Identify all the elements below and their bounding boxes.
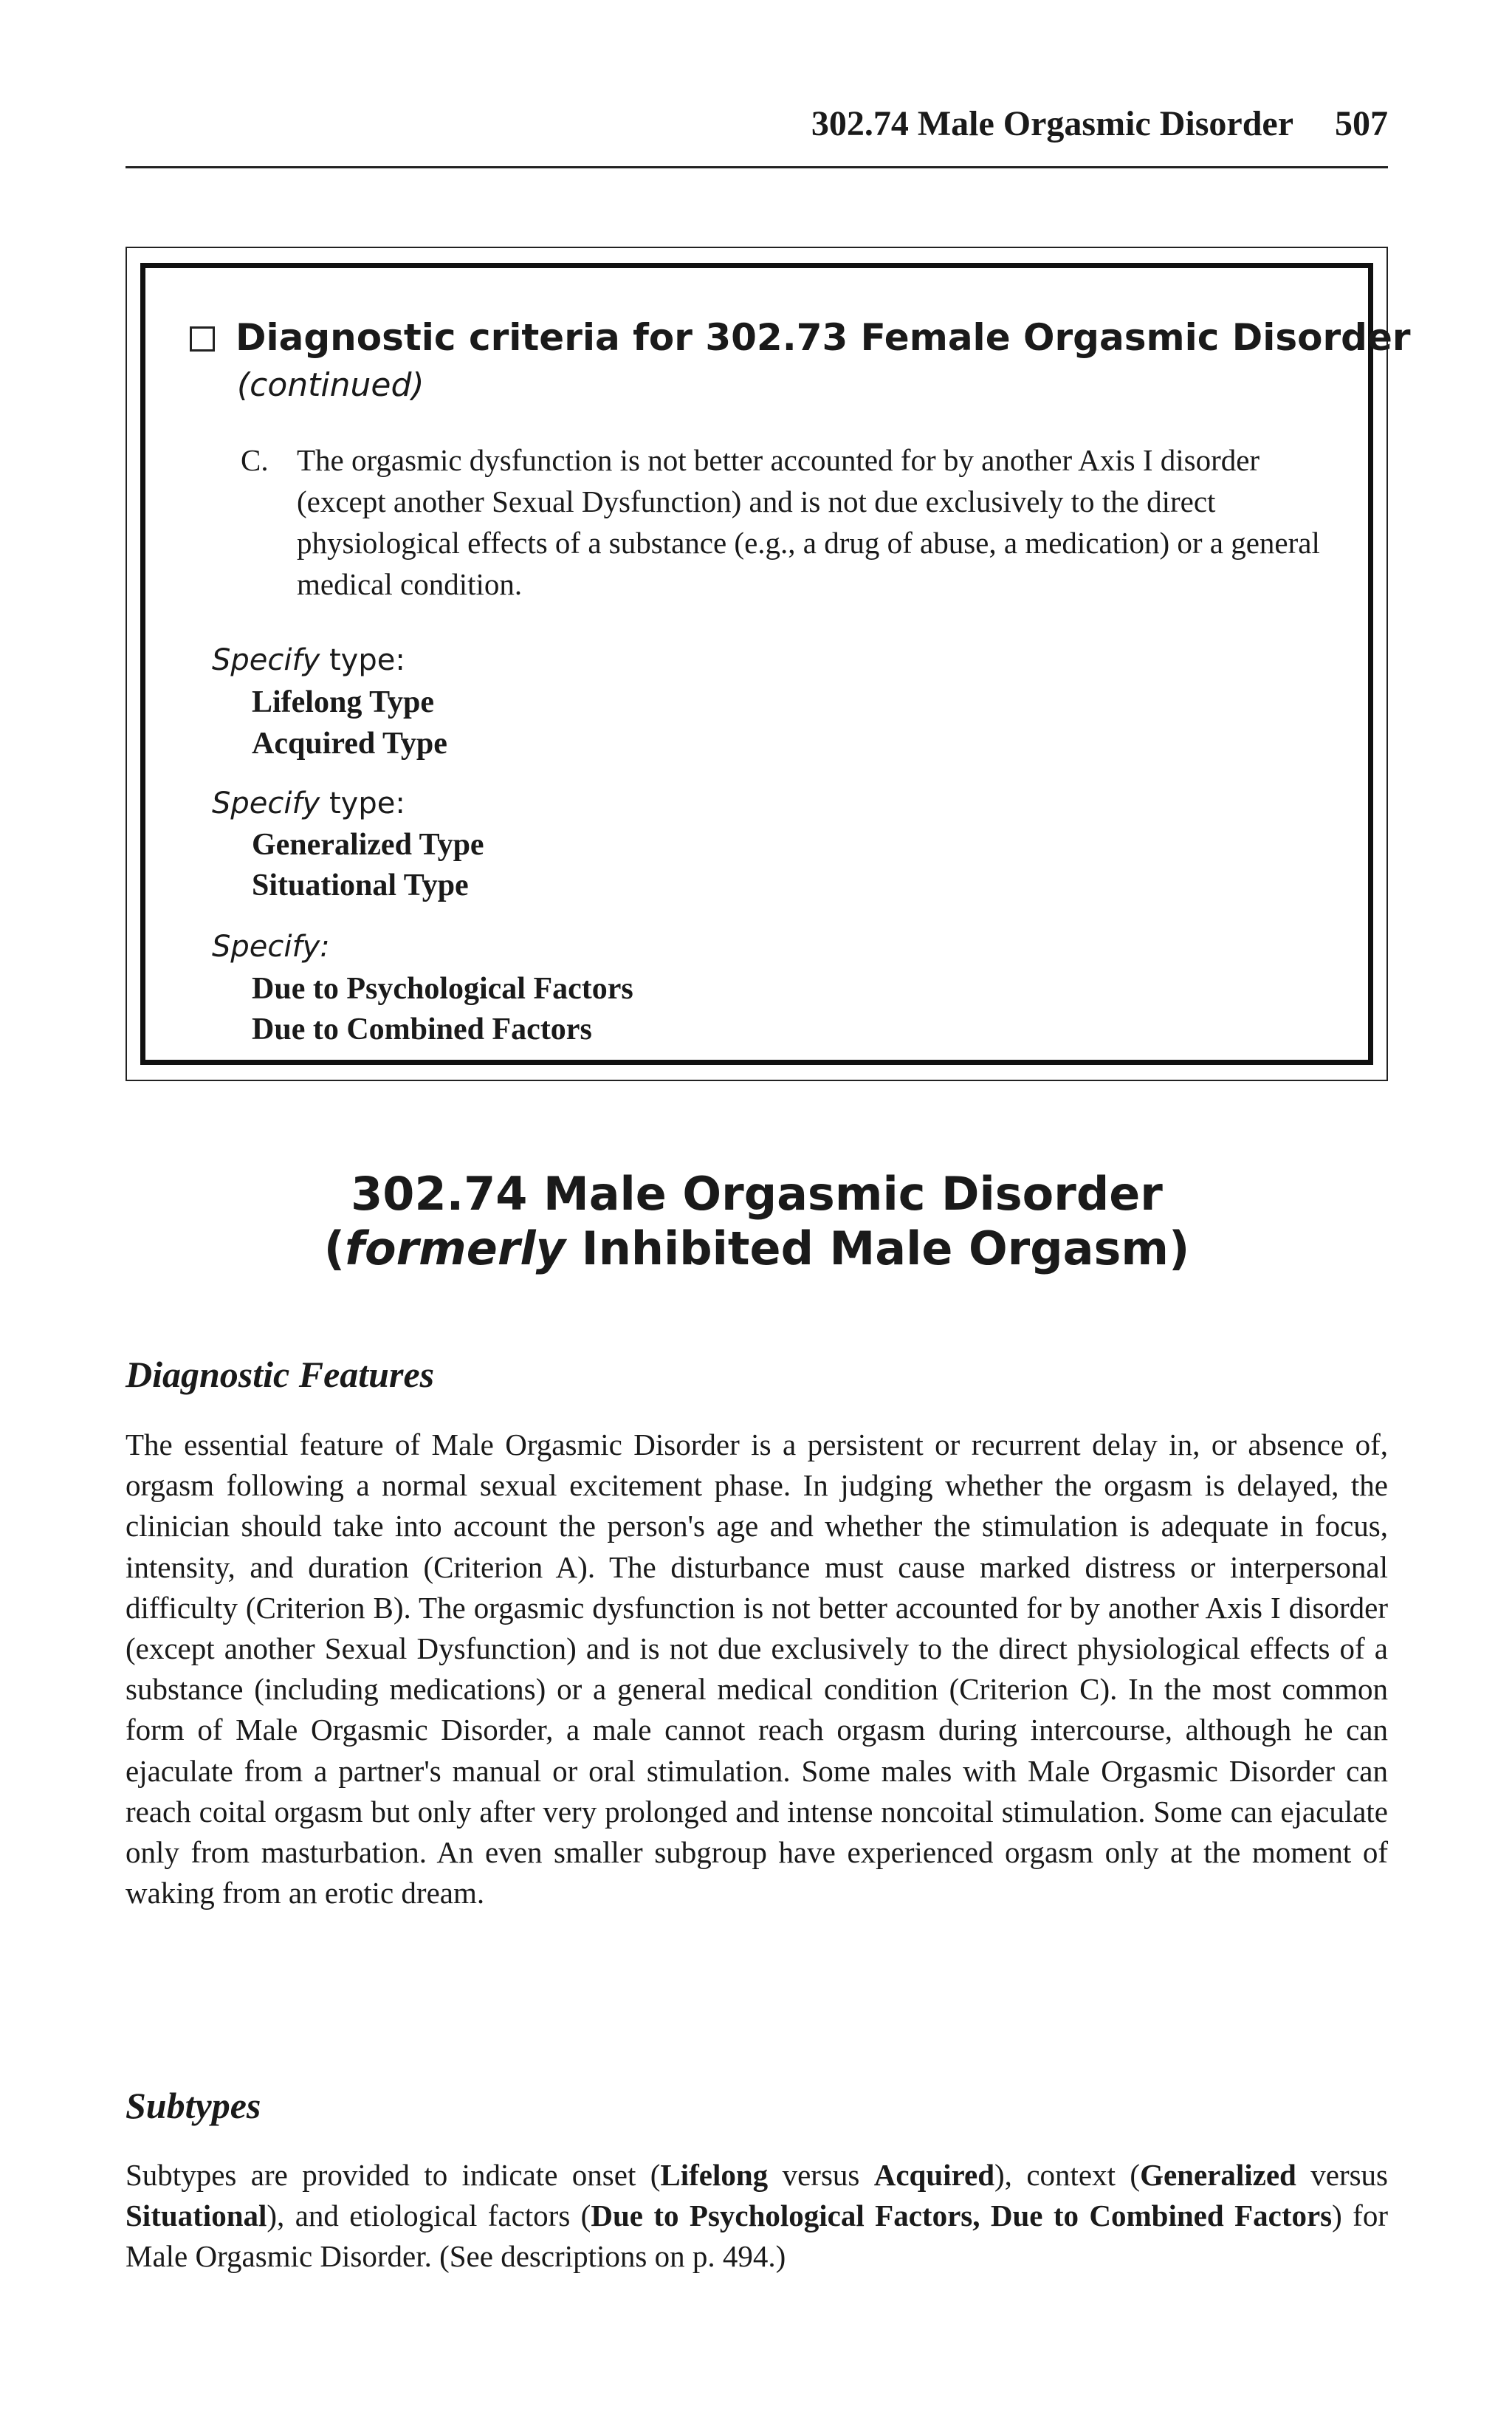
subtypes-heading: Subtypes bbox=[126, 2085, 261, 2126]
criterion-c bbox=[241, 439, 1326, 605]
criteria-box bbox=[126, 247, 1411, 1081]
diagnostic-features-paragraph: The essential feature of Male Orgasmic Disorder is a persistent or recurrent delay in, or absence of, orgasm following a normal sexual excitement phase. In judging whether the orgasm is delayed, the clinician should take into account the person's age and whether the stimulation is adequate in focus, intensity, and duration (Criterion A). The disturbance must cause marked distress or interpersonal difficulty (Criterion B). The orgasmic dysfunction is not better accounted for by another Axis I disorder (except another Sexual Dysfunction) and is not due exclusively to the direct physiological effects of a substance (including medications) or a general medical condition (Criterion C). In the most common form of Male Orgasmic Disorder, a male cannot reach orgasm during intercourse, although he can ejaculate from a partner's manual or oral stimulation. Some males with Male Orgasmic Disorder can reach coital orgasm but only after very prolonged and intense noncoital stimulation. Some can ejaculate only from masturbation. An even smaller subgroup have experienced orgasm only at the moment of waking from an erotic dream. bbox=[126, 1428, 1388, 1911]
specifier-situational: Situational Type bbox=[252, 868, 469, 902]
running-title: 302.74 Male Orgasmic Disorder bbox=[811, 104, 1293, 143]
section-title-line2: (formerly Inhibited Male Orgasm) bbox=[323, 1221, 1190, 1275]
criteria-box-inner bbox=[140, 263, 1411, 1065]
running-head bbox=[126, 103, 1388, 144]
criteria-box-title bbox=[190, 316, 1411, 359]
specify-label-context: Specify type: bbox=[212, 787, 405, 820]
diagnostic-features-heading: Diagnostic Features bbox=[126, 1354, 435, 1395]
specify-label-factors: Specify: bbox=[212, 930, 330, 964]
specifier-acquired: Acquired Type bbox=[252, 727, 447, 761]
specifier-combined: Due to Combined Factors bbox=[252, 1012, 592, 1046]
specifier-lifelong: Lifelong Type bbox=[252, 685, 434, 719]
header-rule bbox=[126, 166, 1388, 168]
section-title-line1: 302.74 Male Orgasmic Disorder bbox=[351, 1167, 1163, 1221]
checkbox-icon bbox=[190, 326, 215, 352]
criteria-box-title-text: Diagnostic criteria for 302.73 Female Orgasmic Disorder bbox=[236, 316, 1411, 359]
criterion-text: The orgasmic dysfunction is not better accounted for by another Axis I disorder (except another Sexual Dysfunction) and is not due exclusively to the direct physiological effects of a substance (e.g., a drug of abuse, a medication) or a general medical condition. bbox=[297, 443, 1320, 601]
criteria-box-subtitle: (continued) bbox=[237, 366, 425, 404]
specifier-psychological: Due to Psychological Factors bbox=[252, 972, 633, 1006]
criterion-letter: C. bbox=[241, 443, 269, 477]
section-title bbox=[126, 1167, 1388, 1276]
specify-label-onset: Specify type: bbox=[212, 643, 405, 677]
subtypes-paragraph: Subtypes are provided to indicate onset (Lifelong versus Acquired), context (Generalized versus Situational), and etiological factors (Due to Psychological Factors, Due to Combined Factors) for Male Orgasmic Disorder. (See descriptions on p. 494.) bbox=[126, 2158, 1389, 2274]
specifier-generalized: Generalized Type bbox=[252, 828, 484, 862]
page-number: 507 bbox=[1335, 104, 1388, 143]
